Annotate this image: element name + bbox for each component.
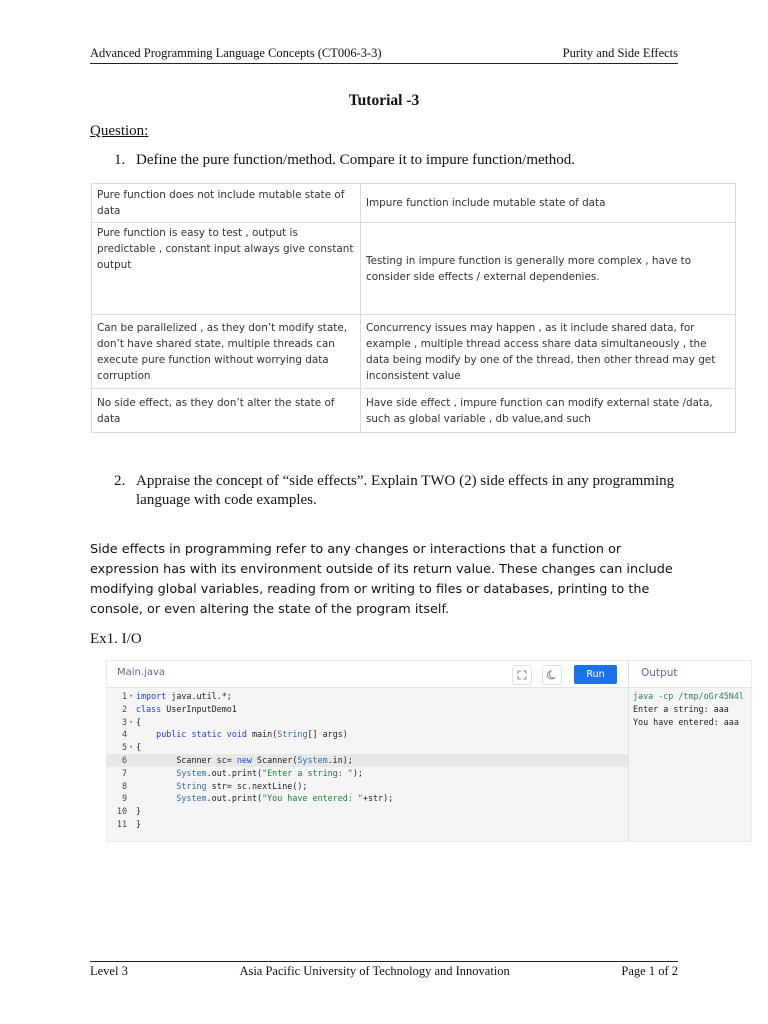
question-1 (114, 152, 575, 169)
page-title: Tutorial -3 (348, 92, 420, 109)
code-text: String str= sc.nextLine(); (176, 780, 308, 791)
line-number: 10 (116, 806, 127, 817)
question-2 (114, 472, 694, 510)
course-title: Advanced Programming Language Concepts (CT006-3-3) (90, 46, 382, 60)
code-text: Scanner sc= new Scanner(System.in); (136, 754, 353, 765)
impure-cell: Concurrency issues may happen , as it include shared data, for example , multiple thread access share data simultaneously , the data being modify by one of the thread, then other thread may get inconsistent value (361, 315, 736, 389)
header-rule (90, 63, 678, 64)
pure-cell: Pure function is easy to test , output is predictable , constant input always give constant output (92, 223, 361, 315)
footer-rule (90, 961, 678, 962)
question-text: Define the pure function/method. Compare it to impure function/method. (136, 152, 576, 168)
code-line (107, 716, 628, 729)
file-tab[interactable]: Main.java (117, 667, 166, 678)
question-number: 1. (114, 152, 126, 168)
fold-arrow-icon[interactable]: ▾ (129, 692, 134, 700)
answer-paragraph: Side effects in programming refer to any changes or interactions that a function or expression has with its environment outside of its return value. These changes can include modifying global variables, reading from or writing to files or databases, printing to the console, or even altering the state of the program itself. (90, 542, 673, 617)
code-line (107, 690, 628, 703)
comparison-table (91, 183, 736, 433)
example-label: Ex1. I/O (90, 631, 142, 647)
pure-cell: Pure function does not include mutable state of data (92, 184, 361, 223)
impure-cell: Have side effect , impure function can modify external state /data, such as global variable , db value,and such (361, 389, 736, 433)
page-footer (90, 964, 678, 979)
code-text: System.out.print("You have entered: "+str); (176, 793, 394, 804)
code-line (107, 805, 628, 818)
code-line (107, 728, 628, 741)
line-number: 11 (116, 818, 127, 829)
footer-university: Asia Pacific University of Technology and Innovation (239, 964, 510, 978)
impure-cell: Testing in impure function is generally more complex , have to consider side effects / external dependenies. (361, 223, 736, 315)
code-line (107, 741, 628, 754)
line-number: 6 (121, 754, 127, 765)
code-text: { (136, 716, 142, 727)
pure-cell: Can be parallelized , as they don’t modify state, don’t have shared state, multiple threads can execute pure function without worrying data corruption (92, 315, 361, 389)
line-number: 3 (121, 716, 127, 727)
code-text: { (136, 742, 142, 753)
fold-arrow-icon[interactable]: ▾ (129, 743, 134, 752)
fullscreen-icon[interactable] (512, 665, 532, 685)
impure-cell: Impure function include mutable state of data (361, 184, 736, 223)
table-row (92, 315, 736, 389)
line-number: 1 (121, 691, 127, 701)
code-text: } (136, 818, 142, 829)
code-line (107, 767, 628, 780)
page-header (90, 46, 678, 61)
code-line (107, 754, 628, 767)
theme-moon-icon[interactable] (542, 665, 562, 685)
code-text: System.out.print("Enter a string: "); (176, 767, 363, 778)
output-line: Enter a string: aaa (633, 703, 729, 714)
code-editor-screenshot (106, 660, 752, 842)
code-line (107, 792, 628, 805)
question-number: 2. (114, 473, 126, 489)
pure-cell: No side effect, as they don’t alter the state of data (92, 389, 361, 433)
code-text: public static void main(String[] args) (156, 729, 348, 740)
line-number: 2 (121, 703, 127, 714)
code-line (107, 703, 628, 716)
table-row (92, 184, 736, 223)
code-text: import java.util.*; (136, 691, 232, 701)
code-line (107, 780, 628, 793)
code-area[interactable] (107, 690, 628, 831)
line-number: 7 (121, 767, 127, 778)
code-line (107, 818, 628, 831)
output-line: You have entered: aaa (633, 716, 739, 727)
line-number: 8 (121, 780, 127, 791)
table-row (92, 389, 736, 433)
topic-title: Purity and Side Effects (562, 46, 678, 60)
line-number: 5 (121, 742, 127, 753)
output-area (633, 690, 744, 728)
fold-arrow-icon[interactable]: ▾ (129, 717, 134, 726)
table-row (92, 223, 736, 315)
editor-toolbar (107, 661, 751, 688)
question-text: Appraise the concept of “side effects”. Explain TWO (2) side effects in any programming language with code examples. (136, 473, 675, 508)
output-line: java -cp /tmp/oGr45N4l (633, 691, 744, 701)
pane-divider (628, 661, 629, 841)
code-text: class UserInputDemo1 (136, 703, 237, 714)
question-label: Question: (90, 123, 149, 139)
code-text: } (136, 806, 142, 817)
line-number: 4 (121, 729, 127, 740)
run-button[interactable]: Run (574, 665, 617, 684)
footer-level: Level 3 (90, 964, 128, 978)
footer-page-number: Page 1 of 2 (621, 964, 678, 978)
line-number: 9 (121, 793, 127, 804)
output-tab: Output (641, 667, 678, 679)
